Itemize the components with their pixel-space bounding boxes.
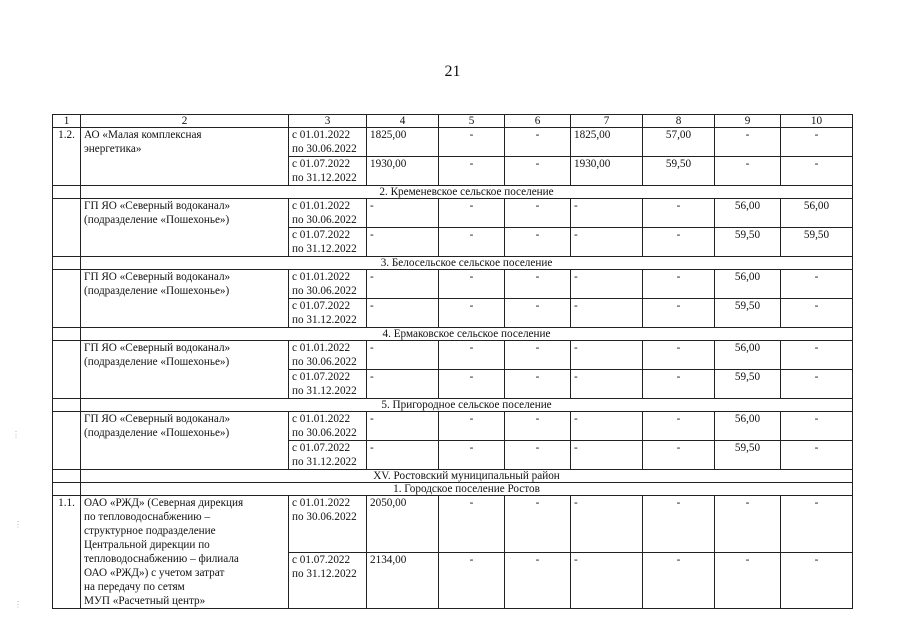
value-cell: - — [781, 299, 853, 328]
value-cell: - — [643, 496, 715, 553]
row-number — [53, 412, 81, 470]
value-cell: - — [571, 270, 643, 299]
value-cell: - — [505, 228, 571, 257]
value-cell: - — [643, 270, 715, 299]
value-cell: - — [505, 157, 571, 186]
value-cell: - — [439, 496, 505, 553]
page-number: 21 — [444, 63, 461, 80]
value-cell: - — [505, 370, 571, 399]
column-header: 6 — [505, 115, 571, 128]
period-cell: с 01.01.2022 по 30.06.2022 — [289, 128, 367, 157]
period-cell: с 01.01.2022 по 30.06.2022 — [289, 199, 367, 228]
value-cell: - — [367, 299, 439, 328]
value-cell: - — [571, 199, 643, 228]
value-cell: - — [781, 552, 853, 609]
value-cell: - — [781, 496, 853, 553]
value-cell: - — [439, 441, 505, 470]
value-cell: 1930,00 — [571, 157, 643, 186]
value-cell: - — [367, 341, 439, 370]
period-cell: с 01.01.2022 по 30.06.2022 — [289, 270, 367, 299]
value-cell: - — [439, 128, 505, 157]
value-cell: - — [571, 412, 643, 441]
value-cell: - — [505, 199, 571, 228]
value-cell: - — [643, 370, 715, 399]
value-cell: - — [781, 370, 853, 399]
column-header: 3 — [289, 115, 367, 128]
value-cell: - — [781, 412, 853, 441]
scan-mark: ⋮ — [12, 430, 20, 439]
value-cell: - — [715, 157, 781, 186]
value-cell: - — [439, 341, 505, 370]
value-cell: - — [781, 441, 853, 470]
section-lead-cell — [53, 328, 81, 341]
organization-name: ГП ЯО «Северный водоканал» (подразделение «Пошехонье») — [81, 270, 289, 328]
value-cell: 59,50 — [643, 157, 715, 186]
value-cell: - — [715, 496, 781, 553]
scan-mark: ⋮ — [14, 520, 22, 529]
header-row — [53, 115, 853, 128]
value-cell: - — [571, 441, 643, 470]
value-cell: - — [643, 552, 715, 609]
value-cell: 59,50 — [715, 228, 781, 257]
section-title: 4. Ермаковское сельское поселение — [81, 328, 853, 341]
value-cell: - — [505, 441, 571, 470]
organization-name: ГП ЯО «Северный водоканал» (подразделение «Пошехонье») — [81, 199, 289, 257]
section-row — [53, 399, 853, 412]
organization-name: ОАО «РЖД» (Северная дирекция по тепловодоснабжению – структурное подразделение Центральной дирекции по тепловодоснабжению – филиала ОАО «РЖД») с учетом затрат на передачу по сетям МУП «Расчетный центр» — [81, 496, 289, 609]
section-row — [53, 483, 853, 496]
value-cell: 56,00 — [781, 199, 853, 228]
organization-name: АО «Малая комплексная энергетика» — [81, 128, 289, 186]
value-cell: - — [571, 370, 643, 399]
table-row — [53, 270, 853, 299]
value-cell: - — [571, 228, 643, 257]
value-cell: - — [367, 441, 439, 470]
value-cell: - — [781, 128, 853, 157]
column-header: 10 — [781, 115, 853, 128]
column-header: 4 — [367, 115, 439, 128]
value-cell: - — [715, 128, 781, 157]
section-title: 5. Пригородное сельское поселение — [81, 399, 853, 412]
section-row — [53, 470, 853, 483]
value-cell: - — [439, 228, 505, 257]
row-number — [53, 270, 81, 328]
section-title: 1. Городское поселение Ростов — [81, 483, 853, 496]
period-cell: с 01.01.2022 по 30.06.2022 — [289, 496, 367, 553]
period-cell: с 01.07.2022 по 31.12.2022 — [289, 370, 367, 399]
value-cell: - — [571, 496, 643, 553]
value-cell: - — [439, 299, 505, 328]
scan-mark: ⋮ — [14, 600, 22, 609]
value-cell: - — [505, 341, 571, 370]
period-cell: с 01.01.2022 по 30.06.2022 — [289, 412, 367, 441]
section-row — [53, 328, 853, 341]
value-cell: - — [643, 441, 715, 470]
value-cell: - — [367, 199, 439, 228]
section-lead-cell — [53, 186, 81, 199]
period-cell: с 01.07.2022 по 31.12.2022 — [289, 552, 367, 609]
table-body — [53, 115, 853, 609]
row-number: 1.1. — [53, 496, 81, 609]
column-header: 2 — [81, 115, 289, 128]
table-row — [53, 341, 853, 370]
value-cell: - — [367, 228, 439, 257]
period-cell: с 01.07.2022 по 31.12.2022 — [289, 441, 367, 470]
organization-name: ГП ЯО «Северный водоканал» (подразделение «Пошехонье») — [81, 412, 289, 470]
section-lead-cell — [53, 257, 81, 270]
column-header: 1 — [53, 115, 81, 128]
value-cell: - — [715, 552, 781, 609]
value-cell: 59,50 — [715, 370, 781, 399]
value-cell: - — [505, 128, 571, 157]
table-row — [53, 496, 853, 553]
value-cell: - — [571, 299, 643, 328]
value-cell: 1825,00 — [367, 128, 439, 157]
value-cell: 56,00 — [715, 270, 781, 299]
value-cell: - — [505, 496, 571, 553]
period-cell: с 01.07.2022 по 31.12.2022 — [289, 299, 367, 328]
value-cell: - — [439, 552, 505, 609]
value-cell: - — [643, 299, 715, 328]
section-title: 2. Кременевское сельское поселение — [81, 186, 853, 199]
value-cell: - — [439, 370, 505, 399]
column-header: 7 — [571, 115, 643, 128]
section-row — [53, 186, 853, 199]
value-cell: - — [439, 157, 505, 186]
period-cell: с 01.07.2022 по 31.12.2022 — [289, 228, 367, 257]
section-lead-cell — [53, 483, 81, 496]
section-row — [53, 257, 853, 270]
period-cell: с 01.01.2022 по 30.06.2022 — [289, 341, 367, 370]
row-number — [53, 199, 81, 257]
value-cell: - — [439, 412, 505, 441]
section-lead-cell — [53, 470, 81, 483]
value-cell: - — [781, 341, 853, 370]
value-cell: 59,50 — [715, 299, 781, 328]
value-cell: - — [571, 552, 643, 609]
column-header: 8 — [643, 115, 715, 128]
column-header: 9 — [715, 115, 781, 128]
value-cell: - — [643, 228, 715, 257]
value-cell: - — [643, 199, 715, 228]
organization-name: ГП ЯО «Северный водоканал» (подразделение «Пошехонье») — [81, 341, 289, 399]
section-title: XV. Ростовский муниципальный район — [81, 470, 853, 483]
value-cell: - — [439, 270, 505, 299]
value-cell: 59,50 — [715, 441, 781, 470]
value-cell: 2134,00 — [367, 552, 439, 609]
value-cell: 1930,00 — [367, 157, 439, 186]
table-row — [53, 128, 853, 157]
value-cell: 59,50 — [781, 228, 853, 257]
value-cell: - — [439, 199, 505, 228]
value-cell: - — [571, 341, 643, 370]
value-cell: - — [367, 370, 439, 399]
value-cell: 1825,00 — [571, 128, 643, 157]
table-row — [53, 412, 853, 441]
value-cell: - — [643, 412, 715, 441]
value-cell: 56,00 — [715, 199, 781, 228]
value-cell: - — [781, 157, 853, 186]
section-lead-cell — [53, 399, 81, 412]
value-cell: 56,00 — [715, 341, 781, 370]
value-cell: - — [367, 270, 439, 299]
section-title: 3. Белосельское сельское поселение — [81, 257, 853, 270]
column-header: 5 — [439, 115, 505, 128]
row-number: 1.2. — [53, 128, 81, 186]
value-cell: 2050,00 — [367, 496, 439, 553]
value-cell: - — [367, 412, 439, 441]
value-cell: - — [505, 412, 571, 441]
table-row — [53, 199, 853, 228]
tariff-table — [52, 114, 853, 609]
value-cell: 57,00 — [643, 128, 715, 157]
value-cell: - — [643, 341, 715, 370]
value-cell: - — [505, 552, 571, 609]
row-number — [53, 341, 81, 399]
value-cell: 56,00 — [715, 412, 781, 441]
value-cell: - — [505, 270, 571, 299]
value-cell: - — [781, 270, 853, 299]
period-cell: с 01.07.2022 по 31.12.2022 — [289, 157, 367, 186]
value-cell: - — [505, 299, 571, 328]
